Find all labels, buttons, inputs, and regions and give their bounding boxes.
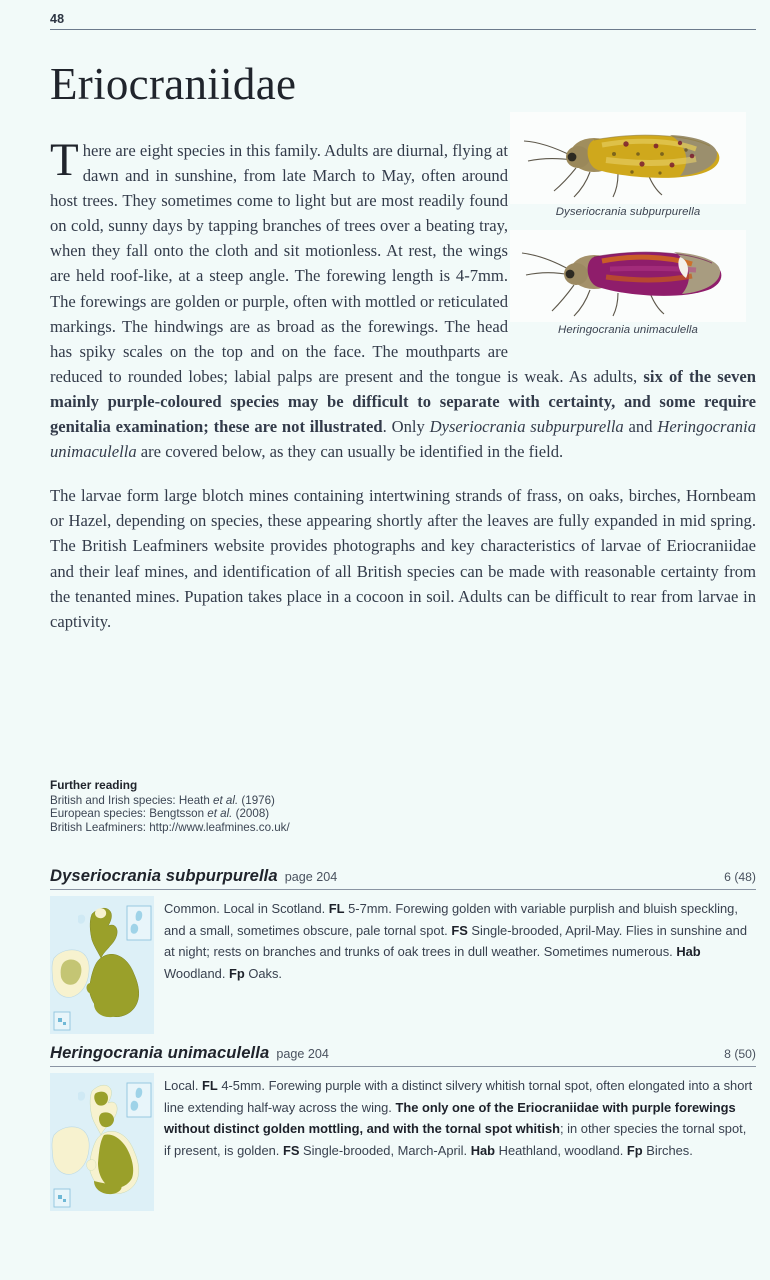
figure-text-wrap	[508, 138, 756, 356]
page-header	[50, 12, 756, 30]
species-desc-8: Oaks.	[244, 965, 282, 981]
intro-p1-species-1: Dyseriocrania subpurpurella	[429, 417, 624, 437]
header-rule	[50, 29, 756, 30]
species-desc-2: 4-5mm. Forewing purple with a distinct silvery whitish tornal spot, often elongated into a short line extending half-way across the wing.	[164, 1078, 753, 1115]
intro-paragraph-2: The larvae form large blotch mines containing intertwining strands of frass, on oaks, birches, Hornbeam or Hazel, depending on species, these appearing shortly after the leaves are fully expanded in mid spring. The British Leafminers website provides photographs and key characteristics of larvae of Eriocraniidae and their leaf mines, and identification of all British species can be made with reasonable certainty from the tenanted mines. Pupation takes place in a cocoon in soil. Adults can be difficult to rear from larvae in captivity.	[50, 486, 756, 631]
species-desc-2: 5-7mm. Forewing golden with variable purplish and bluish speckling, and a small, sometimes obscure, pale tornal spot.	[164, 901, 738, 938]
species-description	[164, 1073, 756, 1161]
species-header	[50, 866, 756, 889]
species-desc-10: Birches.	[642, 1142, 693, 1158]
species-body	[50, 1073, 756, 1211]
species-entry-heringocrania-unimaculella	[50, 1043, 756, 1211]
species-header	[50, 1043, 756, 1066]
species-desc-1: FL	[201, 1078, 218, 1094]
species-desc-6: Single-brooded, March-April.	[299, 1142, 471, 1158]
species-desc-4: Single-brooded, April-May. Flies in sunshine and at night; rests on branches and trunks of oak trees in dull weather. Sometimes numerous.	[164, 922, 748, 960]
further-reading-line-2: European species: Bengtsson et al. (2008)	[50, 807, 270, 821]
distribution-map-heringocrania	[50, 1073, 154, 1211]
species-code: 8 (50)	[724, 1047, 756, 1061]
further-reading-heading: Further reading	[50, 778, 138, 792]
intro-p1-a: here are eight species in this family. Adults are diurnal, flying at dawn and in sunshine, from late March to May, often around host trees. They sometimes come to light but are most readily found on cold, sunny days by tapping branches of trees over a beating tray, when they fall onto the cloth and sit motionless. At rest, the wings are held roof-like, at a steep angle. The forewing length is 4-7mm. The forewings are golden or purple, often with mottled or reticulated markings. The hindwings are as broad as the forewings. The head has spiky scales on the top and on the face. The mouthparts are reduced to rounded lobes; labial palps are present and the tongue is weak. As adults,	[50, 141, 644, 386]
moth-figure-2-caption: Heringocrania unimaculella	[558, 324, 698, 336]
species-desc-7: Hab	[470, 1142, 496, 1158]
species-desc-5: FS	[282, 1142, 300, 1158]
intro-p1-b: . Only	[382, 417, 430, 437]
species-desc-6: Woodland.	[164, 965, 229, 981]
further-reading	[50, 779, 470, 834]
species-desc-4: ; in other species the tornal spot, if present, is golden.	[164, 1121, 747, 1158]
species-name: Heringocrania unimaculella	[50, 1043, 270, 1062]
species-page-ref[interactable]: page 204	[276, 1047, 329, 1061]
intro-text	[50, 134, 757, 634]
species-desc-0: Local.	[164, 1078, 202, 1094]
species-desc-5: Hab	[676, 944, 701, 960]
species-desc-1: FL	[328, 901, 345, 917]
further-reading-line-1: British and Irish species: Heath et al. (1976)	[50, 793, 275, 807]
species-entry-dyseriocrania-subpurpurella	[50, 866, 756, 1034]
species-page-ref[interactable]: page 204	[284, 870, 338, 884]
species-desc-7: Fp	[228, 965, 245, 981]
species-desc-3: The only one of the Eriocraniidae with purple forewings without distinct golden mottling, and with the tornal spot whitish	[164, 1099, 736, 1137]
distribution-map-dyseriocrania	[50, 896, 154, 1034]
species-body	[50, 896, 756, 1034]
intro-p1-c: and	[623, 417, 658, 437]
species-name: Dyseriocrania subpurpurella	[50, 866, 278, 885]
intro-paragraph-1	[50, 134, 757, 464]
drop-cap: T	[50, 134, 79, 186]
page-number: 48	[50, 12, 65, 26]
species-desc-0: Common. Local in Scotland.	[164, 901, 329, 917]
species-desc-8: Heathland, woodland.	[495, 1142, 627, 1158]
species-header-left	[50, 866, 337, 886]
species-rule	[50, 889, 756, 890]
species-desc-9: Fp	[626, 1142, 643, 1158]
species-rule	[50, 1066, 756, 1067]
species-desc-3: FS	[451, 922, 468, 938]
intro-p1-species-2: Heringocrania unimaculella	[50, 417, 756, 462]
species-header-left	[50, 1043, 329, 1063]
moth-figure-1-caption: Dyseriocrania subpurpurella	[555, 206, 701, 218]
intro-p1-bold: six of the seven mainly purple-coloured species may be difficult to separate with certainty, and some require genitalia examination; these are not illustrated	[50, 366, 757, 437]
species-code: 6 (48)	[724, 870, 756, 884]
page-title: Eriocraniidae	[50, 59, 297, 109]
species-description	[164, 896, 756, 984]
intro-p1-d: are covered below, as they can usually be identified in the field.	[136, 442, 564, 462]
further-reading-line-3: British Leafminers: http://www.leafmines.co.uk/	[50, 820, 290, 834]
